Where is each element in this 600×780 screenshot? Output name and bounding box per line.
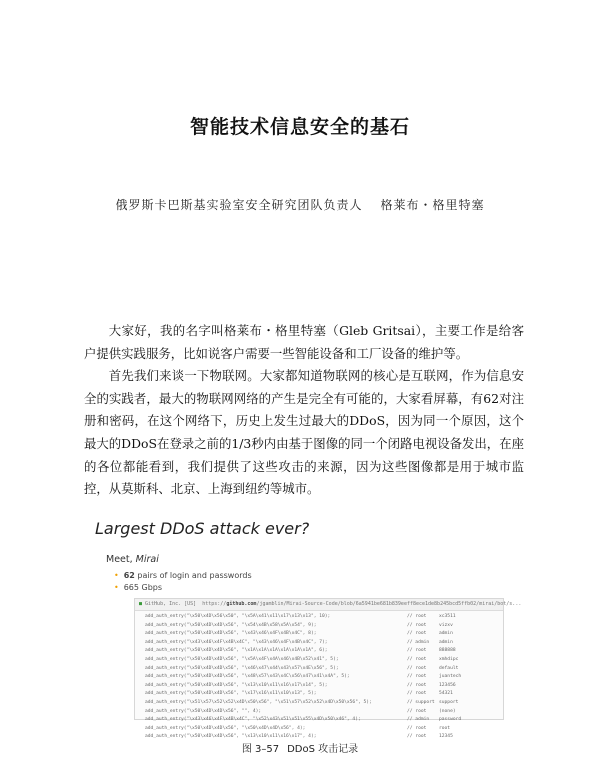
code-credential: admin — [439, 639, 453, 645]
code-line — [145, 699, 503, 708]
code-comment: // root — [407, 674, 427, 680]
code-text: add_auth_entry("\x50\x4D\x4D\x56", "", 4); — [145, 708, 262, 714]
article-body — [84, 320, 524, 501]
author-affiliation: 俄罗斯卡巴斯基实验室安全研究团队负责人 — [115, 198, 363, 212]
paragraph: 大家好，我的名字叫格莱布・格里特塞（Gleb Gritsai），主要工作是给客户提供实践服务，比如说客户需要一些智能设备和工厂设备的维护等。 — [84, 323, 524, 361]
figure-title: DDoS 攻击记录 — [287, 744, 359, 755]
code-lines — [135, 611, 503, 742]
figure-caption — [0, 740, 600, 755]
code-credential: admin — [439, 631, 453, 637]
code-line — [145, 690, 503, 699]
code-comment: // root — [407, 725, 427, 731]
code-text: add_auth_entry("\x50\x4D\x4D\x56", "\x13\x10\x11\x16\x17", 4); — [145, 734, 317, 740]
slide-title: Largest DDoS attack ever? — [95, 519, 310, 538]
code-comment: // support — [407, 699, 435, 705]
botnet-name: Mirai — [135, 554, 159, 565]
code-comment: // root — [407, 691, 427, 697]
browser-address-bar — [135, 599, 522, 611]
code-line — [145, 647, 503, 656]
url-path: /jgamblin/Mirai-Source-Code/blob/6a5941be681b839eeff8ece1de8b245bcd5ffb02/mirai/bot/s... — [256, 601, 522, 607]
code-comment: // root — [407, 656, 427, 662]
slide-meet-line — [106, 554, 159, 565]
code-comment: // root — [407, 665, 427, 671]
bullet-bandwidth — [114, 582, 252, 594]
code-text: add_auth_entry("\x50\x4D\x4D\x56", "\x48\x57\x43\x4C\x56\x47\x41\x4A", 5); — [145, 674, 350, 680]
code-credential: xmhdipc — [439, 656, 459, 662]
code-line — [145, 673, 503, 682]
code-text: add_auth_entry("\x50\x4D\x4D\x56", "\x5A\x4F\x4A\x46\x4B\x52\x41", 5); — [145, 656, 339, 662]
author-byline — [0, 196, 600, 213]
code-text: add_auth_entry("\x50\x4D\x4D\x56", "\x46\x47\x44\x43\x57\x4E\x56", 5); — [145, 665, 339, 671]
code-comment: // root — [407, 682, 427, 688]
meet-prefix: Meet, — [106, 554, 136, 565]
code-text: add_auth_entry("\x50\x4D\x4D\x56", "\x54\x4B\x58\x5A\x54", 9); — [145, 622, 317, 628]
bullet-credentials — [114, 570, 252, 582]
code-comment: // admin — [407, 639, 430, 645]
code-text: add_auth_entry("\x50\x4D\x4D\x56", "\x43\x46\x4F\x4B\x4C", 8); — [145, 631, 317, 637]
code-credential: password — [439, 717, 462, 723]
code-comment: // root — [407, 614, 427, 619]
code-comment: // admin — [407, 717, 430, 723]
code-text: add_auth_entry("\x50\x4D\x4D\x56", "\x50\x4D\x4D\x56", 4); — [145, 725, 306, 731]
code-credential: root — [439, 725, 451, 731]
url-host: github.com — [226, 601, 257, 607]
code-line — [145, 630, 503, 639]
code-text: add_auth_entry("\x50\x4D\x56\x50", "\x5A\x41\x11\x17\x13\x13", 10); — [145, 614, 331, 619]
code-comment: // root — [407, 734, 427, 740]
code-line — [145, 622, 503, 631]
code-line — [145, 639, 503, 648]
lock-icon: ■ — [139, 601, 143, 607]
site-org: GitHub, Inc. [US] — [145, 601, 197, 607]
code-comment: // root — [407, 648, 427, 654]
code-text: add_auth_entry("\x43\x46\x4F\x4B\x4C", "\x52\x43\x51\x51\x55\x4D\x50\x46", 4); — [145, 717, 361, 723]
code-credential: (none) — [439, 708, 456, 714]
author-name: 格莱布・格里特塞 — [380, 198, 485, 212]
page-title: 智能技术信息安全的基石 — [189, 116, 410, 138]
code-text: add_auth_entry("\x50\x4D\x4D\x56", "\x1A\x1A\x1A\x1A\x1A\x1A", 6); — [145, 648, 328, 654]
code-credential: 888888 — [439, 648, 456, 654]
code-comment: // root — [407, 708, 427, 714]
code-line — [145, 656, 503, 665]
code-line — [145, 682, 503, 691]
credential-count: 62 — [123, 571, 135, 580]
source-code-screenshot — [134, 598, 522, 740]
code-line — [145, 725, 503, 734]
code-line — [145, 716, 503, 725]
code-credential: 12345 — [439, 734, 453, 740]
code-comment: // root — [407, 631, 427, 637]
code-credential: default — [439, 665, 459, 671]
paragraph: 首先我们来谈一下物联网。大家都知道物联网的核心是互联网，作为信息安全的实践者，最大的物联网网络的产生是完全有可能的，大家看屏幕，有62对注册和密码，在这个网络下，历史上发生过最大的DDoS，因为同一个原因，这个最大的DDoS在登录之前的1/3秒内由基于图像的同一个闭路电视设备发出，在座的各位都能看到，我们提供了这些攻击的来源，因为这些图像都是用于城市监控，从莫斯科、北京、上海到纽约等城市。 — [84, 368, 524, 497]
code-text: add_auth_entry("\x50\x4D\x4D\x56", "\x13\x10\x11\x16\x17\x14", 5); — [145, 682, 328, 688]
code-credential: xc3511 — [439, 614, 456, 619]
bandwidth-text: 665 Gbps — [123, 583, 163, 592]
code-line — [145, 613, 503, 622]
figure-number: 图 3–57 — [241, 744, 280, 755]
code-comment: // root — [407, 622, 427, 628]
code-text: add_auth_entry("\x50\x4D\x4D\x56", "\x17\x16\x11\x10\x13", 5); — [145, 691, 317, 697]
code-credential: juantech — [439, 674, 462, 680]
code-line — [145, 665, 503, 674]
code-credential: vizxv — [439, 622, 453, 628]
code-text: add_auth_entry("\x51\x57\x52\x52\x4D\x50\x56", "\x51\x57\x52\x52\x4D\x50\x56", 5); — [145, 699, 372, 705]
url-prefix: https:// — [202, 601, 227, 607]
code-credential: 123456 — [439, 682, 456, 688]
code-credential: 54321 — [439, 691, 453, 697]
code-credential: support — [439, 699, 459, 705]
code-text: add_auth_entry("\x43\x46\x4F\x4B\x4C", "\x43\x46\x4F\x4B\x4C", 7); — [145, 639, 328, 645]
slide-bullets — [114, 570, 252, 594]
credential-text: pairs of login and passwords — [134, 571, 252, 580]
code-line — [145, 708, 503, 717]
